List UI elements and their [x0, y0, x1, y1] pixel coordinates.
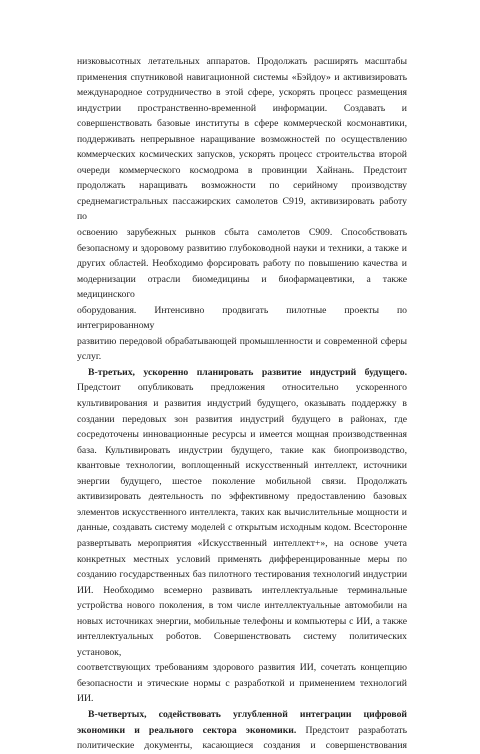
document-line: культивирования и развития индустрий будущего, оказывать поддержку в: [77, 398, 407, 410]
document-line: энергии будущего, шестое поколение мобильной связи. Продолжать: [77, 475, 407, 487]
document-line: сосредоточены инновационные ресурсы и имеется мощная производственная: [77, 429, 407, 441]
document-line: квантовые технологии, воплощенный искусственный интеллект, источники: [77, 460, 407, 472]
document-line: ИИ. Необходимо всемерно развивать интеллектуальные терминальные: [77, 584, 407, 596]
document-line: других областей. Необходимо форсировать работу по повышению качества и: [77, 258, 407, 270]
document-line: модернизации отрасли биомедицины и биофармацевтики, а также медицинского: [77, 273, 407, 301]
section-body-start: Предстоит разработать: [305, 724, 408, 736]
document-line: освоению зарубежных рынков сбыта самолетов С909. Способствовать: [77, 227, 407, 239]
document-line: очереди коммерческого космодрома в провинции Хайнань. Предстоит: [77, 164, 407, 176]
document-line: устройства нового поколения, в том числе интеллектуальные автомобили на: [77, 600, 407, 612]
document-line: активизировать деятельность по эффективному предоставлению базовых: [77, 491, 407, 503]
document-line: применения спутниковой навигационной системы «Бэйдоу» и активизировать: [77, 71, 407, 83]
document-line: поддерживать непрерывное наращивание возможностей по осуществлению: [77, 133, 407, 145]
document-line: политические документы, касающиеся создания и совершенствования: [77, 740, 407, 752]
document-line: созданию государственных баз пилотного тестирования технологий индустрии: [77, 569, 407, 581]
document-line: элементов искусственного интеллекта, таких как вычислительные мощности и: [77, 506, 407, 518]
section-heading-line: В-третьих, ускоренно планировать развитие индустрий будущего.: [88, 366, 407, 378]
document-line: создании передовых зон развития индустрий будущего в районах, где: [77, 413, 407, 425]
document-line: среднемагистральных пассажирских самолетов С919, активизировать работу по: [77, 195, 407, 223]
document-line: продолжать наращивать возможности по серийному производству: [77, 180, 407, 192]
document-line: безопасности и этические нормы с разработкой и применением технологий ИИ.: [77, 677, 407, 705]
document-line: оборудования. Интенсивно продвигать пилотные проекты по интегрированному: [77, 304, 407, 332]
section-heading-tail: экономики и реального сектора экономики.: [77, 724, 297, 736]
document-line: развитию передовой обрабатывающей промышленности и современной сферы: [77, 335, 407, 347]
document-line: интеллектуальных роботов. Совершенствовать систему политических установок,: [77, 631, 407, 658]
document-line: индустрии пространственно-временной информации. Создавать и: [77, 102, 407, 114]
document-line: низковысотных летательных аппаратов. Продолжать расширять масштабы: [77, 56, 407, 67]
document-line: безопасному и здоровому развитию глубоководной науки и техники, а также и: [77, 242, 407, 254]
document-line: [77, 723, 407, 739]
document-line: конкретных местных условий применять дифференцированные меры по: [77, 553, 407, 565]
document-line: база. Культивировать индустрии будущего, такие как биопроизводство,: [77, 444, 407, 456]
document-line: данные, создавать систему моделей с открытым исходным кодом. Всесторонне: [77, 522, 407, 534]
document-line: соответствующих требованиям здорового развития ИИ, сочетать концепцию: [77, 662, 407, 674]
document-body: [77, 54, 407, 754]
document-line: международное сотрудничество в этой сфере, ускорять процесс размещения: [77, 87, 407, 99]
document-line: совершенствовать базовые институты в сфере коммерческой космонавтики,: [77, 118, 407, 130]
document-line: новых источниках энергии, мобильные телефоны и компьютеры с ИИ, а также: [77, 615, 407, 627]
document-line: коммерческих космических запусков, ускорять процесс строительства второй: [77, 149, 407, 161]
section-heading-line: В-четвертых, содействовать углубленной интеграции цифровой: [88, 708, 407, 720]
document-line: Предстоит опубликовать предложения относительно ускоренного: [77, 382, 407, 394]
document-line: развертывать мероприятия «Искусственный интеллект+», на основе учета: [77, 537, 407, 549]
document-line: услуг.: [77, 351, 102, 363]
